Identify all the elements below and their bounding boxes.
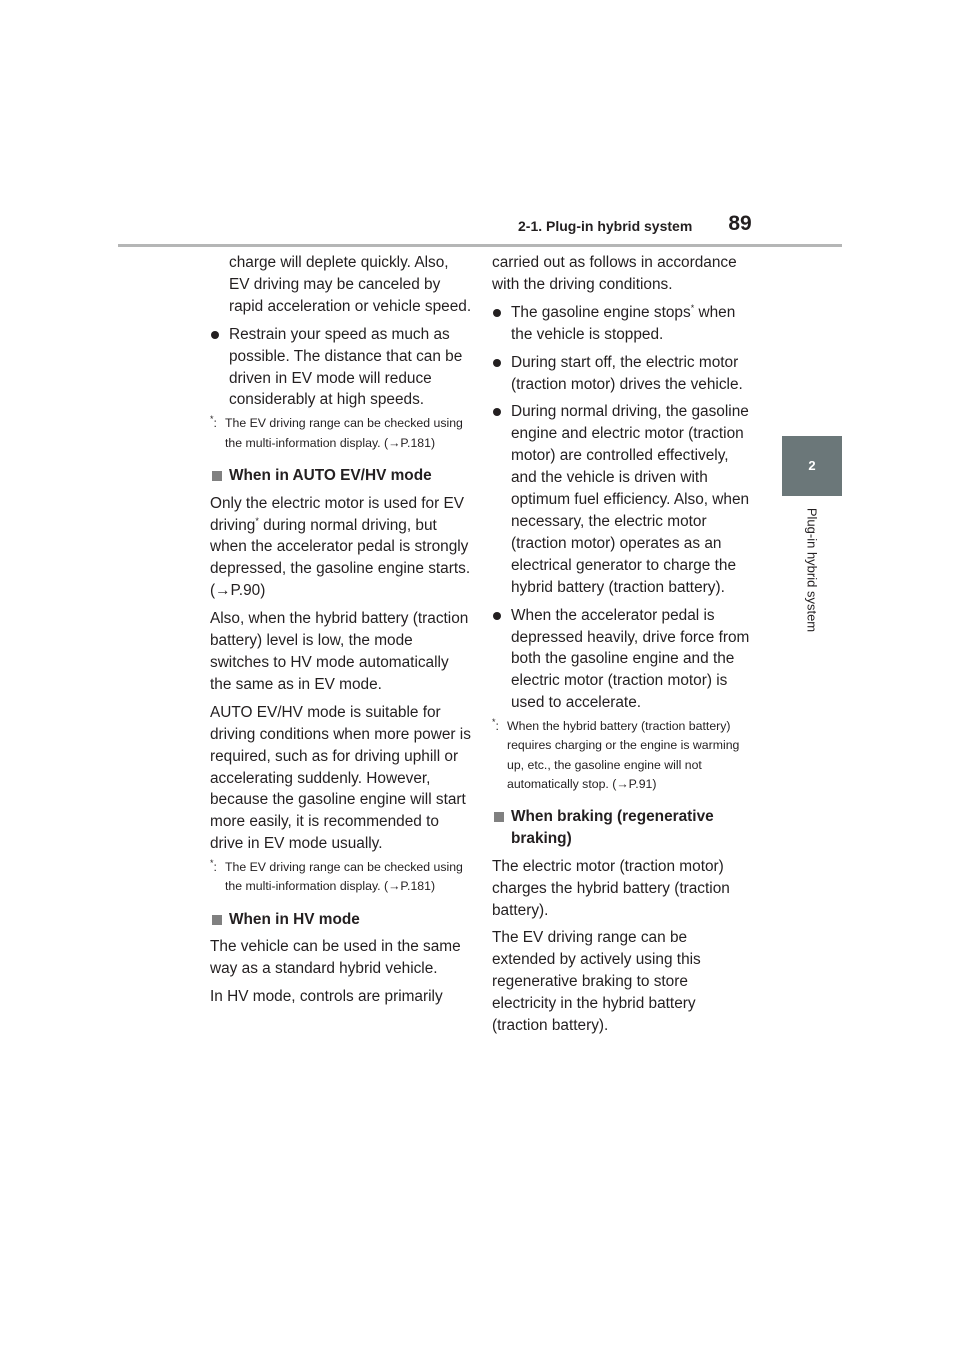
header-section-title: 2-1. Plug-in hybrid system <box>518 218 693 234</box>
bullet-item <box>492 605 754 715</box>
square-bullet-icon <box>212 471 222 481</box>
bullet-dot-icon <box>211 331 219 339</box>
footnote-reference: * <box>690 302 695 313</box>
paragraph: Also, when the hybrid battery (traction battery) level is low, the mode switches to HV mode automatically the same as in EV mode. <box>210 610 469 693</box>
bullet-text: when the vehicle is stopped. <box>511 303 736 343</box>
heading-text: When in HV mode <box>229 910 360 928</box>
page-reference-link[interactable]: P.90) <box>230 582 266 600</box>
bullet-dot-icon <box>493 612 501 620</box>
paragraph: In HV mode, controls are primarily <box>210 988 443 1006</box>
page-reference-link[interactable]: P.181) <box>400 435 436 450</box>
bullet-text: During normal driving, the gasoline engine and electric motor (traction motor) are controlled effectively, and the vehicle is driven with optimum fuel efficiency. Also, when necessary, the electric motor (traction motor) operates as an electrical generator to charge the hybrid battery (traction battery). <box>511 403 750 596</box>
chapter-side-label: Plug-in hybrid system <box>804 507 820 633</box>
arrow-icon: → <box>616 776 629 791</box>
section-heading-auto-ev-hv <box>210 465 472 487</box>
heading-text: When in AUTO EV/HV mode <box>229 466 432 484</box>
page-reference-link[interactable]: P.181) <box>400 879 436 894</box>
footnote-mark: *: <box>210 858 217 875</box>
page-number: 89 <box>728 212 752 235</box>
bullet-dot-icon <box>493 309 501 317</box>
bullet-text: During start off, the electric motor (traction motor) drives the vehicle. <box>511 353 743 393</box>
bullet-item <box>492 352 754 396</box>
left-column <box>210 252 472 1014</box>
footnote-mark: *: <box>210 414 217 431</box>
bullet-item <box>492 302 754 346</box>
bullet-text: When the accelerator pedal is depressed heavily, drive force from both the gasoline engine and the electric motor (traction motor) is used to accelerate. <box>511 606 750 712</box>
chapter-tab: 2 <box>782 436 842 496</box>
paragraph: AUTO EV/HV mode is suitable for driving conditions when more power is required, such as for driving uphill or accelerating suddenly. However, because the gasoline engine will start more easily, it is recommended to drive in EV mode usually. <box>210 703 471 853</box>
footnote-reference: * <box>255 515 259 526</box>
section-heading-hv-mode <box>210 909 472 931</box>
arrow-icon: → <box>215 582 231 600</box>
paragraph <box>210 493 472 603</box>
right-column <box>492 252 754 1043</box>
section-heading-braking <box>492 806 754 850</box>
paragraph-text: Only the electric motor is used for EV driving <box>210 494 465 534</box>
page-reference-link[interactable]: P.91) <box>628 776 657 791</box>
square-bullet-icon <box>212 915 222 925</box>
footnote-text: The EV driving range can be checked using the multi-information display. ( <box>225 860 463 894</box>
bullet-text: The gasoline engine stops <box>511 303 691 321</box>
footnote-mark: *: <box>492 717 499 734</box>
arrow-icon: → <box>388 879 401 894</box>
footnote <box>210 414 472 452</box>
continued-text: carried out as follows in accordance with the driving conditions. <box>492 254 737 293</box>
footnote-text: The EV driving range can be checked using the multi-information display. ( <box>225 416 463 450</box>
footnote <box>492 717 754 794</box>
footnote-text: When the hybrid battery (traction battery) requires charging or the engine is warming up, etc., the gasoline engine will not automatically stop. ( <box>507 719 740 791</box>
square-bullet-icon <box>494 812 504 822</box>
heading-text: When braking (regenerative braking) <box>511 807 714 847</box>
paragraph: The vehicle can be used in the same way as a standard hybrid vehicle. <box>210 938 461 978</box>
bullet-dot-icon <box>493 359 501 367</box>
bullet-item <box>492 401 754 598</box>
bullet-text: Restrain your speed as much as possible. The distance that can be driven in EV mode will reduce considerably at high speeds. <box>229 325 463 409</box>
paragraph: The EV driving range can be extended by actively using this regenerative braking to store electricity in the hybrid battery (traction battery). <box>492 929 701 1035</box>
bullet-dot-icon <box>493 408 501 416</box>
paragraph-text: during normal driving, but when the accelerator pedal is strongly depressed, the gasoline engine starts. ( <box>210 516 471 600</box>
header-rule <box>118 244 842 247</box>
footnote <box>210 858 472 896</box>
bullet-item <box>210 324 472 412</box>
continued-text: charge will deplete quickly. Also, EV driving may be canceled by rapid acceleration or vehicle speed. <box>229 254 472 315</box>
arrow-icon: → <box>388 435 401 450</box>
paragraph: The electric motor (traction motor) charges the hybrid battery (traction battery). <box>492 857 730 919</box>
